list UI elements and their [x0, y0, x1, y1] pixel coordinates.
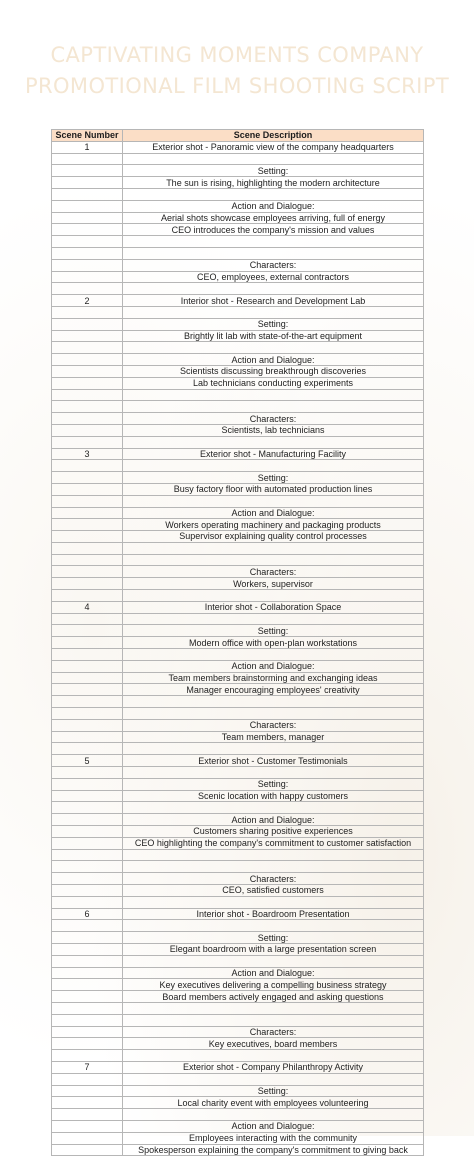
table-row — [52, 684, 424, 696]
scene-number-cell — [52, 1073, 123, 1085]
table-row — [52, 401, 424, 413]
scene-description-cell: Action and Dialogue: — [123, 814, 424, 826]
table-row — [52, 424, 424, 436]
table-row — [52, 1050, 424, 1062]
table-row — [52, 590, 424, 602]
scene-number-cell — [52, 377, 123, 389]
scene-number-cell — [52, 436, 123, 448]
scene-description-cell: Employees interacting with the community — [123, 1132, 424, 1144]
scene-description-cell: Characters: — [123, 259, 424, 271]
scene-number-cell — [52, 708, 123, 720]
table-row — [52, 153, 424, 165]
scene-description-cell — [123, 955, 424, 967]
scene-number-cell — [52, 188, 123, 200]
scene-number-cell — [52, 389, 123, 401]
scene-description-cell: Key executives, board members — [123, 1038, 424, 1050]
scene-description-cell — [123, 696, 424, 708]
scene-number-cell — [52, 991, 123, 1003]
table-row — [52, 141, 424, 153]
scene-number-cell: 4 — [52, 601, 123, 613]
scene-number-cell — [52, 719, 123, 731]
table-row — [52, 554, 424, 566]
table-row — [52, 967, 424, 979]
table-row — [52, 943, 424, 955]
scene-description-cell — [123, 542, 424, 554]
scene-description-cell: Workers operating machinery and packaging products — [123, 519, 424, 531]
scene-number-cell — [52, 460, 123, 472]
scene-description-cell — [123, 1050, 424, 1062]
scene-number-cell — [52, 177, 123, 189]
page-title — [0, 40, 474, 102]
scene-number-cell — [52, 424, 123, 436]
scene-description-cell: Supervisor explaining quality control processes — [123, 531, 424, 543]
scene-number-cell — [52, 625, 123, 637]
scene-description-cell: Busy factory floor with automated production lines — [123, 483, 424, 495]
scene-number-cell — [52, 684, 123, 696]
scene-number-cell — [52, 165, 123, 177]
scene-description-cell — [123, 342, 424, 354]
scene-number-cell: 1 — [52, 141, 123, 153]
scene-number-cell — [52, 472, 123, 484]
table-row — [52, 1109, 424, 1121]
scene-number-cell — [52, 1120, 123, 1132]
scene-description-cell: Modern office with open-plan workstations — [123, 637, 424, 649]
scene-number-cell — [52, 507, 123, 519]
scene-number-cell — [52, 861, 123, 873]
scene-description-cell: The sun is rising, highlighting the modern architecture — [123, 177, 424, 189]
title-line: PROMOTIONAL FILM SHOOTING SCRIPT — [24, 74, 450, 98]
scene-number-cell — [52, 1144, 123, 1156]
table-row — [52, 814, 424, 826]
table-row — [52, 896, 424, 908]
scene-number-cell — [52, 1097, 123, 1109]
scene-number-cell — [52, 696, 123, 708]
scene-description-cell: Characters: — [123, 1026, 424, 1038]
scene-number-cell — [52, 401, 123, 413]
scene-number-cell — [52, 200, 123, 212]
table-row — [52, 306, 424, 318]
scene-description-cell: Setting: — [123, 472, 424, 484]
table-row — [52, 495, 424, 507]
table-row — [52, 318, 424, 330]
table-row — [52, 955, 424, 967]
scene-description-cell: Characters: — [123, 873, 424, 885]
scene-number-cell — [52, 1014, 123, 1026]
scene-number-cell: 2 — [52, 295, 123, 307]
table-row — [52, 342, 424, 354]
scene-description-cell — [123, 401, 424, 413]
scene-description-cell: CEO introduces the company's mission and values — [123, 224, 424, 236]
table-row — [52, 1085, 424, 1097]
table-row — [52, 165, 424, 177]
table-row — [52, 1038, 424, 1050]
scene-description-cell — [123, 247, 424, 259]
table-row — [52, 861, 424, 873]
scene-description-cell: Local charity event with employees volunteering — [123, 1097, 424, 1109]
table-row — [52, 637, 424, 649]
scene-description-cell: Key executives delivering a compelling business strategy — [123, 979, 424, 991]
table-row — [52, 578, 424, 590]
scene-number-cell — [52, 283, 123, 295]
table-row — [52, 271, 424, 283]
scene-number-cell — [52, 1085, 123, 1097]
scene-number-cell — [52, 826, 123, 838]
table-row — [52, 826, 424, 838]
scene-description-cell: Lab technicians conducting experiments — [123, 377, 424, 389]
table-row — [52, 1061, 424, 1073]
table-row — [52, 330, 424, 342]
scene-number-cell — [52, 613, 123, 625]
scene-description-cell: Interior shot - Collaboration Space — [123, 601, 424, 613]
scene-number-cell — [52, 354, 123, 366]
scene-description-cell: Workers, supervisor — [123, 578, 424, 590]
scene-description-cell: Board members actively engaged and asking questions — [123, 991, 424, 1003]
scene-number-cell — [52, 849, 123, 861]
table-row — [52, 743, 424, 755]
table-row — [52, 1097, 424, 1109]
scene-description-cell: Action and Dialogue: — [123, 660, 424, 672]
table-row — [52, 731, 424, 743]
scene-description-cell: Action and Dialogue: — [123, 354, 424, 366]
table-row — [52, 354, 424, 366]
table-row — [52, 625, 424, 637]
scene-description-cell: CEO highlighting the company's commitment to customer satisfaction — [123, 837, 424, 849]
table-row — [52, 885, 424, 897]
scene-description-cell: Team members, manager — [123, 731, 424, 743]
table-row — [52, 920, 424, 932]
scene-number-cell — [52, 896, 123, 908]
scene-number-cell — [52, 247, 123, 259]
scene-description-cell — [123, 920, 424, 932]
scene-number-cell — [52, 318, 123, 330]
scene-description-cell — [123, 188, 424, 200]
table-row — [52, 1144, 424, 1156]
scene-description-cell: Setting: — [123, 1085, 424, 1097]
scene-number-cell — [52, 814, 123, 826]
scene-description-cell — [123, 495, 424, 507]
table-row — [52, 259, 424, 271]
table-row — [52, 542, 424, 554]
table-row — [52, 519, 424, 531]
scene-number-cell — [52, 365, 123, 377]
scene-description-cell: Action and Dialogue: — [123, 1120, 424, 1132]
table-row — [52, 979, 424, 991]
table-row — [52, 566, 424, 578]
table-row — [52, 873, 424, 885]
scene-number-cell — [52, 578, 123, 590]
scene-description-cell: Setting: — [123, 165, 424, 177]
table-row — [52, 649, 424, 661]
scene-number-cell — [52, 1002, 123, 1014]
scene-number-cell — [52, 212, 123, 224]
table-row — [52, 1073, 424, 1085]
scene-number-cell — [52, 967, 123, 979]
scene-number-cell — [52, 153, 123, 165]
scene-description-cell: Scientists discussing breakthrough discoveries — [123, 365, 424, 377]
scene-number-cell — [52, 979, 123, 991]
scene-description-cell — [123, 389, 424, 401]
scene-description-cell: Exterior shot - Company Philanthropy Activity — [123, 1061, 424, 1073]
scene-number-cell — [52, 660, 123, 672]
scene-description-cell: CEO, satisfied customers — [123, 885, 424, 897]
table-row — [52, 802, 424, 814]
scene-description-cell — [123, 306, 424, 318]
scene-description-cell: Customers sharing positive experiences — [123, 826, 424, 838]
table-row — [52, 507, 424, 519]
table-row — [52, 365, 424, 377]
scene-number-cell — [52, 731, 123, 743]
scene-number-cell — [52, 920, 123, 932]
scene-number-cell: 7 — [52, 1061, 123, 1073]
table-row — [52, 708, 424, 720]
table-row — [52, 660, 424, 672]
table-row — [52, 1026, 424, 1038]
scene-number-cell — [52, 224, 123, 236]
table-row — [52, 790, 424, 802]
scene-description-cell: Action and Dialogue: — [123, 200, 424, 212]
scene-number-cell — [52, 672, 123, 684]
scene-description-cell: Scientists, lab technicians — [123, 424, 424, 436]
scene-description-cell — [123, 1073, 424, 1085]
scene-description-cell: Brightly lit lab with state-of-the-art equipment — [123, 330, 424, 342]
table-row — [52, 295, 424, 307]
scene-number-cell — [52, 802, 123, 814]
scene-number-cell — [52, 790, 123, 802]
scene-number-cell — [52, 531, 123, 543]
scene-number-cell: 6 — [52, 908, 123, 920]
scene-number-cell — [52, 778, 123, 790]
scene-description-cell — [123, 460, 424, 472]
scene-number-cell — [52, 1050, 123, 1062]
table-row — [52, 413, 424, 425]
table-row — [52, 837, 424, 849]
scene-description-cell: Aerial shots showcase employees arriving, full of energy — [123, 212, 424, 224]
scene-description-cell — [123, 802, 424, 814]
table-row — [52, 177, 424, 189]
table-row — [52, 672, 424, 684]
scene-description-cell — [123, 743, 424, 755]
scene-description-cell — [123, 896, 424, 908]
table-row — [52, 448, 424, 460]
scene-number-cell — [52, 306, 123, 318]
table-row — [52, 1002, 424, 1014]
table-row — [52, 389, 424, 401]
scene-description-cell: Characters: — [123, 413, 424, 425]
scene-number-cell — [52, 1109, 123, 1121]
scene-description-cell: Action and Dialogue: — [123, 967, 424, 979]
scene-number-cell — [52, 342, 123, 354]
scene-number-cell: 3 — [52, 448, 123, 460]
scene-description-cell: Spokesperson explaining the company's commitment to giving back — [123, 1144, 424, 1156]
scene-description-cell: Action and Dialogue: — [123, 507, 424, 519]
scene-number-cell — [52, 637, 123, 649]
script-body — [52, 141, 424, 1156]
script-table — [51, 129, 424, 1156]
scene-description-cell: Setting: — [123, 625, 424, 637]
table-row — [52, 613, 424, 625]
table-row — [52, 755, 424, 767]
scene-description-cell — [123, 554, 424, 566]
scene-description-header: Scene Description — [123, 130, 424, 142]
scene-number-cell — [52, 330, 123, 342]
scene-description-cell — [123, 283, 424, 295]
scene-number-cell — [52, 873, 123, 885]
table-row — [52, 224, 424, 236]
scene-description-cell: Exterior shot - Customer Testimonials — [123, 755, 424, 767]
scene-description-cell — [123, 849, 424, 861]
scene-number-cell — [52, 1132, 123, 1144]
scene-description-cell: Exterior shot - Panoramic view of the company headquarters — [123, 141, 424, 153]
scene-description-cell: Characters: — [123, 719, 424, 731]
scene-description-cell — [123, 1109, 424, 1121]
scene-number-cell — [52, 566, 123, 578]
scene-description-cell: CEO, employees, external contractors — [123, 271, 424, 283]
scene-description-cell: Team members brainstorming and exchanging ideas — [123, 672, 424, 684]
scene-description-cell — [123, 708, 424, 720]
scene-number-cell — [52, 743, 123, 755]
table-row — [52, 283, 424, 295]
scene-description-cell: Characters: — [123, 566, 424, 578]
scene-number-cell — [52, 554, 123, 566]
scene-description-cell — [123, 613, 424, 625]
scene-description-cell: Manager encouraging employees' creativity — [123, 684, 424, 696]
scene-number-cell — [52, 542, 123, 554]
scene-number-cell — [52, 413, 123, 425]
title-line: CAPTIVATING MOMENTS COMPANY — [50, 43, 424, 67]
scene-number-cell — [52, 885, 123, 897]
table-row — [52, 200, 424, 212]
scene-description-cell — [123, 236, 424, 248]
scene-description-cell: Elegant boardroom with a large presentation screen — [123, 943, 424, 955]
table-row — [52, 601, 424, 613]
scene-number-cell — [52, 271, 123, 283]
scene-number-cell — [52, 483, 123, 495]
scene-description-cell — [123, 649, 424, 661]
table-row — [52, 212, 424, 224]
scene-description-cell: Scenic location with happy customers — [123, 790, 424, 802]
scene-number-cell — [52, 767, 123, 779]
scene-number-cell — [52, 590, 123, 602]
scene-number-cell — [52, 259, 123, 271]
table-row — [52, 472, 424, 484]
scene-description-cell: Interior shot - Boardroom Presentation — [123, 908, 424, 920]
table-row — [52, 188, 424, 200]
scene-number-cell: 5 — [52, 755, 123, 767]
table-row — [52, 377, 424, 389]
scene-description-cell — [123, 1014, 424, 1026]
scene-number-cell — [52, 519, 123, 531]
table-row — [52, 247, 424, 259]
table-row — [52, 1014, 424, 1026]
header-row — [52, 130, 424, 142]
scene-description-cell: Setting: — [123, 778, 424, 790]
table-row — [52, 719, 424, 731]
table-row — [52, 483, 424, 495]
scene-description-cell: Setting: — [123, 318, 424, 330]
table-row — [52, 696, 424, 708]
scene-number-header: Scene Number — [52, 130, 123, 142]
scene-description-cell: Exterior shot - Manufacturing Facility — [123, 448, 424, 460]
table-row — [52, 1132, 424, 1144]
scene-number-cell — [52, 649, 123, 661]
scene-description-cell — [123, 861, 424, 873]
scene-number-cell — [52, 495, 123, 507]
table-row — [52, 1120, 424, 1132]
table-row — [52, 849, 424, 861]
scene-number-cell — [52, 837, 123, 849]
scene-description-cell: Setting: — [123, 932, 424, 944]
table-row — [52, 991, 424, 1003]
scene-number-cell — [52, 1026, 123, 1038]
scene-number-cell — [52, 955, 123, 967]
table-row — [52, 460, 424, 472]
table-row — [52, 236, 424, 248]
table-row — [52, 531, 424, 543]
table-row — [52, 436, 424, 448]
scene-description-cell — [123, 1002, 424, 1014]
scene-number-cell — [52, 943, 123, 955]
scene-description-cell — [123, 767, 424, 779]
table-row — [52, 932, 424, 944]
scene-description-cell — [123, 590, 424, 602]
table-row — [52, 778, 424, 790]
scene-description-cell: Interior shot - Research and Development Lab — [123, 295, 424, 307]
scene-number-cell — [52, 236, 123, 248]
scene-description-cell — [123, 153, 424, 165]
scene-number-cell — [52, 1038, 123, 1050]
scene-description-cell — [123, 436, 424, 448]
table-row — [52, 767, 424, 779]
scene-number-cell — [52, 932, 123, 944]
table-row — [52, 908, 424, 920]
